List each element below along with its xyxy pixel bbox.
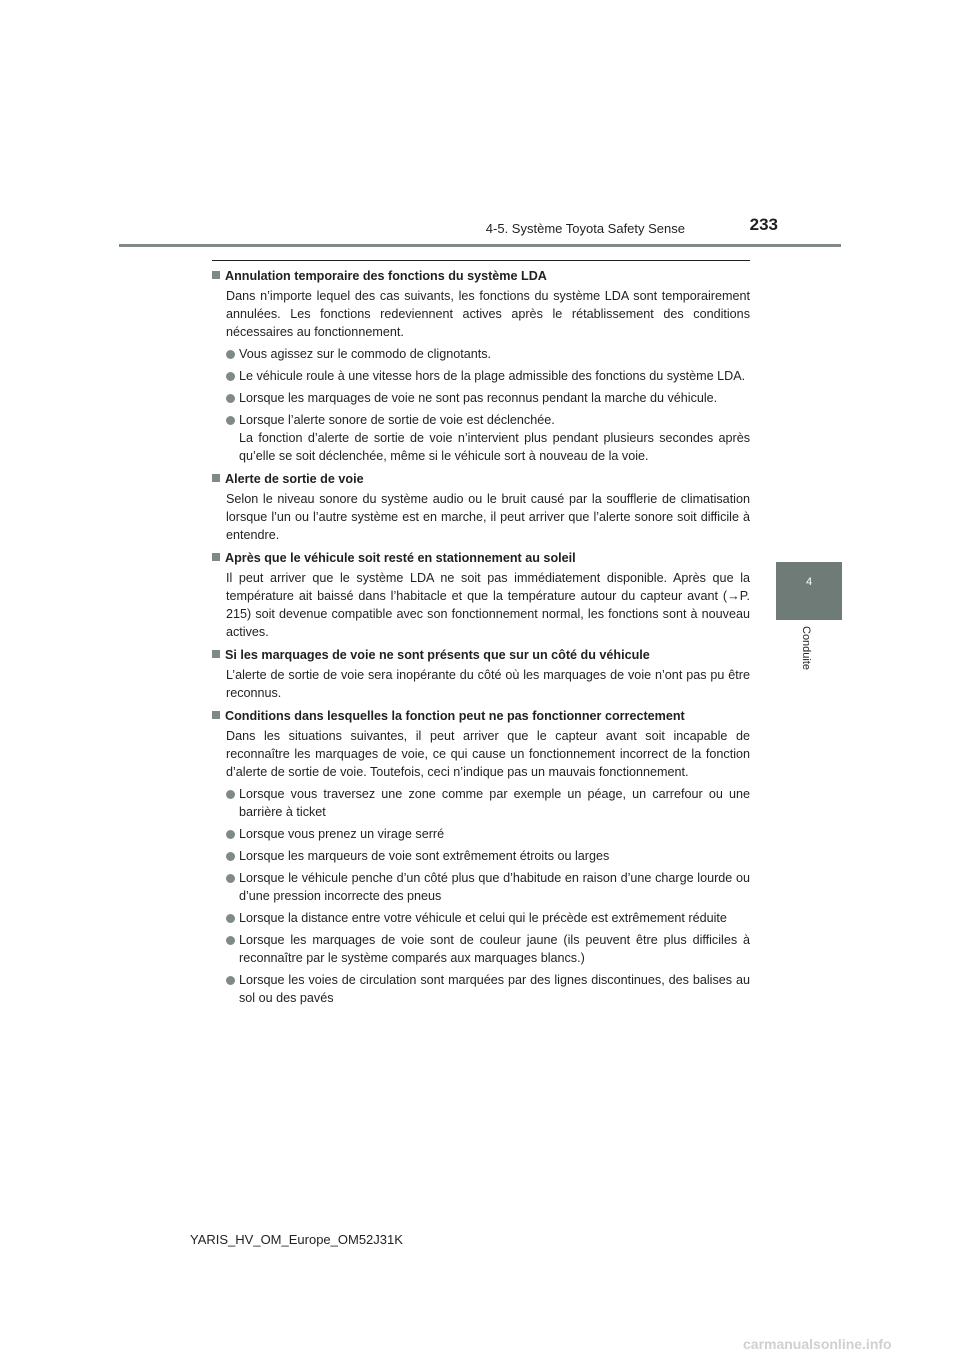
section-paragraph: Selon le niveau sonore du système audio ou le bruit causé par la soufflerie de climatisation lorsque l’un ou l’autre système est en marche, il peut arriver que l’alerte sonore soit difficile à entendre. bbox=[226, 492, 750, 542]
section-title-text: Après que le véhicule soit resté en stationnement au soleil bbox=[225, 551, 576, 565]
section-title-text: Annulation temporaire des fonctions du système LDA bbox=[225, 269, 547, 283]
section bbox=[212, 267, 750, 465]
chapter-tab[interactable] bbox=[776, 562, 842, 620]
list-item-text: Vous agissez sur le commodo de clignotants. bbox=[239, 347, 492, 361]
list-item-text: Lorsque les marqueurs de voie sont extrêmement étroits ou larges bbox=[239, 849, 610, 863]
circle-bullet-icon bbox=[226, 350, 235, 359]
section bbox=[212, 646, 750, 702]
header-rule bbox=[119, 244, 841, 247]
chapter-number: 4 bbox=[805, 576, 813, 588]
page-content bbox=[212, 267, 750, 1012]
section-title bbox=[212, 646, 750, 664]
circle-bullet-icon bbox=[226, 976, 235, 985]
list-item bbox=[212, 971, 750, 1007]
section-paragraph: Dans les situations suivantes, il peut arriver que le capteur avant soit incapable de reconnaître les marquages de voie, ce qui cause un fonctionnement incorrect de la fonction d’alerte de sortie de voie. Toutefois, ceci n’indique pas un mauvais fonctionnement. bbox=[226, 729, 750, 779]
circle-bullet-icon bbox=[226, 394, 235, 403]
section bbox=[212, 707, 750, 1007]
section bbox=[212, 549, 750, 641]
section-title bbox=[212, 707, 750, 725]
square-bullet-icon bbox=[212, 553, 220, 561]
list-item-text: Lorsque la distance entre votre véhicule et celui qui le précède est extrêmement réduite bbox=[239, 911, 727, 925]
square-bullet-icon bbox=[212, 271, 220, 279]
list-item bbox=[212, 909, 750, 927]
watermark: carmanualsonline.info bbox=[743, 1336, 892, 1352]
circle-bullet-icon bbox=[226, 372, 235, 381]
section-paragraph: Il peut arriver que le système LDA ne soit pas immédiatement disponible. Après que la température ait baissé dans l’habitacle et que la température autour du capteur avant (→P. 215) soit devenue compatible avec son fonctionnement normal, les fonctions sont à nouveau actives. bbox=[226, 571, 750, 639]
list-item bbox=[212, 869, 750, 905]
circle-bullet-icon bbox=[226, 416, 235, 425]
section bbox=[212, 470, 750, 544]
circle-bullet-icon bbox=[226, 874, 235, 883]
list-item bbox=[212, 345, 750, 363]
section-title bbox=[212, 470, 750, 488]
list-item bbox=[212, 367, 750, 385]
section-title-text: Alerte de sortie de voie bbox=[225, 472, 364, 486]
section-title-text: Si les marquages de voie ne sont présents que sur un côté du véhicule bbox=[225, 648, 650, 662]
circle-bullet-icon bbox=[226, 914, 235, 923]
section-paragraph: L’alerte de sortie de voie sera inopérante du côté où les marquages de voie n’ont pas pu être reconnus. bbox=[226, 668, 750, 700]
list-item-text: Lorsque les marquages de voie ne sont pas reconnus pendant la marche du véhicule. bbox=[239, 391, 718, 405]
square-bullet-icon bbox=[212, 650, 220, 658]
section-title-text: Conditions dans lesquelles la fonction peut ne pas fonctionner correctement bbox=[225, 709, 685, 723]
list-item-text: Lorsque vous prenez un virage serré bbox=[239, 827, 445, 841]
section-title bbox=[212, 549, 750, 567]
list-item-text: Lorsque les marquages de voie sont de couleur jaune (ils peuvent être plus difficiles à reconnaître par le système comparés aux marquages blancs.) bbox=[239, 933, 750, 965]
page-number: 233 bbox=[749, 215, 778, 234]
list-item-text: Lorsque les voies de circulation sont marquées par des lignes discontinues, des balises au sol ou des pavés bbox=[239, 973, 750, 1005]
list-item bbox=[212, 825, 750, 843]
content-top-rule bbox=[212, 260, 750, 261]
list-item bbox=[212, 411, 750, 465]
list-item-text: Lorsque vous traversez une zone comme par exemple un péage, un carrefour ou une barrière à ticket bbox=[239, 787, 750, 819]
list-item bbox=[212, 785, 750, 821]
header-section-title: 4-5. Système Toyota Safety Sense bbox=[485, 221, 685, 236]
circle-bullet-icon bbox=[226, 830, 235, 839]
list-item-text: Lorsque le véhicule penche d’un côté plus que d’habitude en raison d’une charge lourde ou d’une pression incorrecte des pneus bbox=[239, 871, 750, 903]
list-item bbox=[212, 847, 750, 865]
list-item-text: Le véhicule roule à une vitesse hors de la plage admissible des fonctions du système LDA. bbox=[239, 369, 746, 383]
list-item bbox=[212, 389, 750, 407]
circle-bullet-icon bbox=[226, 852, 235, 861]
circle-bullet-icon bbox=[226, 936, 235, 945]
document-code: YARIS_HV_OM_Europe_OM52J31K bbox=[190, 1232, 403, 1247]
list-item bbox=[212, 931, 750, 967]
square-bullet-icon bbox=[212, 711, 220, 719]
chapter-label: Conduite bbox=[800, 626, 812, 671]
list-item-text: Lorsque l’alerte sonore de sortie de voie est déclenchée. La fonction d’alerte de sortie de voie n’intervient plus pendant plusieurs secondes après qu’elle se soit déclenchée, même si le véhicule sort à nouveau de la voie. bbox=[239, 413, 750, 463]
section-paragraph: Dans n’importe lequel des cas suivants, les fonctions du système LDA sont temporairement annulées. Les fonctions redeviennent actives après le rétablissement des conditions nécessaires au fonctionnement. bbox=[226, 289, 750, 339]
square-bullet-icon bbox=[212, 474, 220, 482]
section-title bbox=[212, 267, 750, 285]
circle-bullet-icon bbox=[226, 790, 235, 799]
